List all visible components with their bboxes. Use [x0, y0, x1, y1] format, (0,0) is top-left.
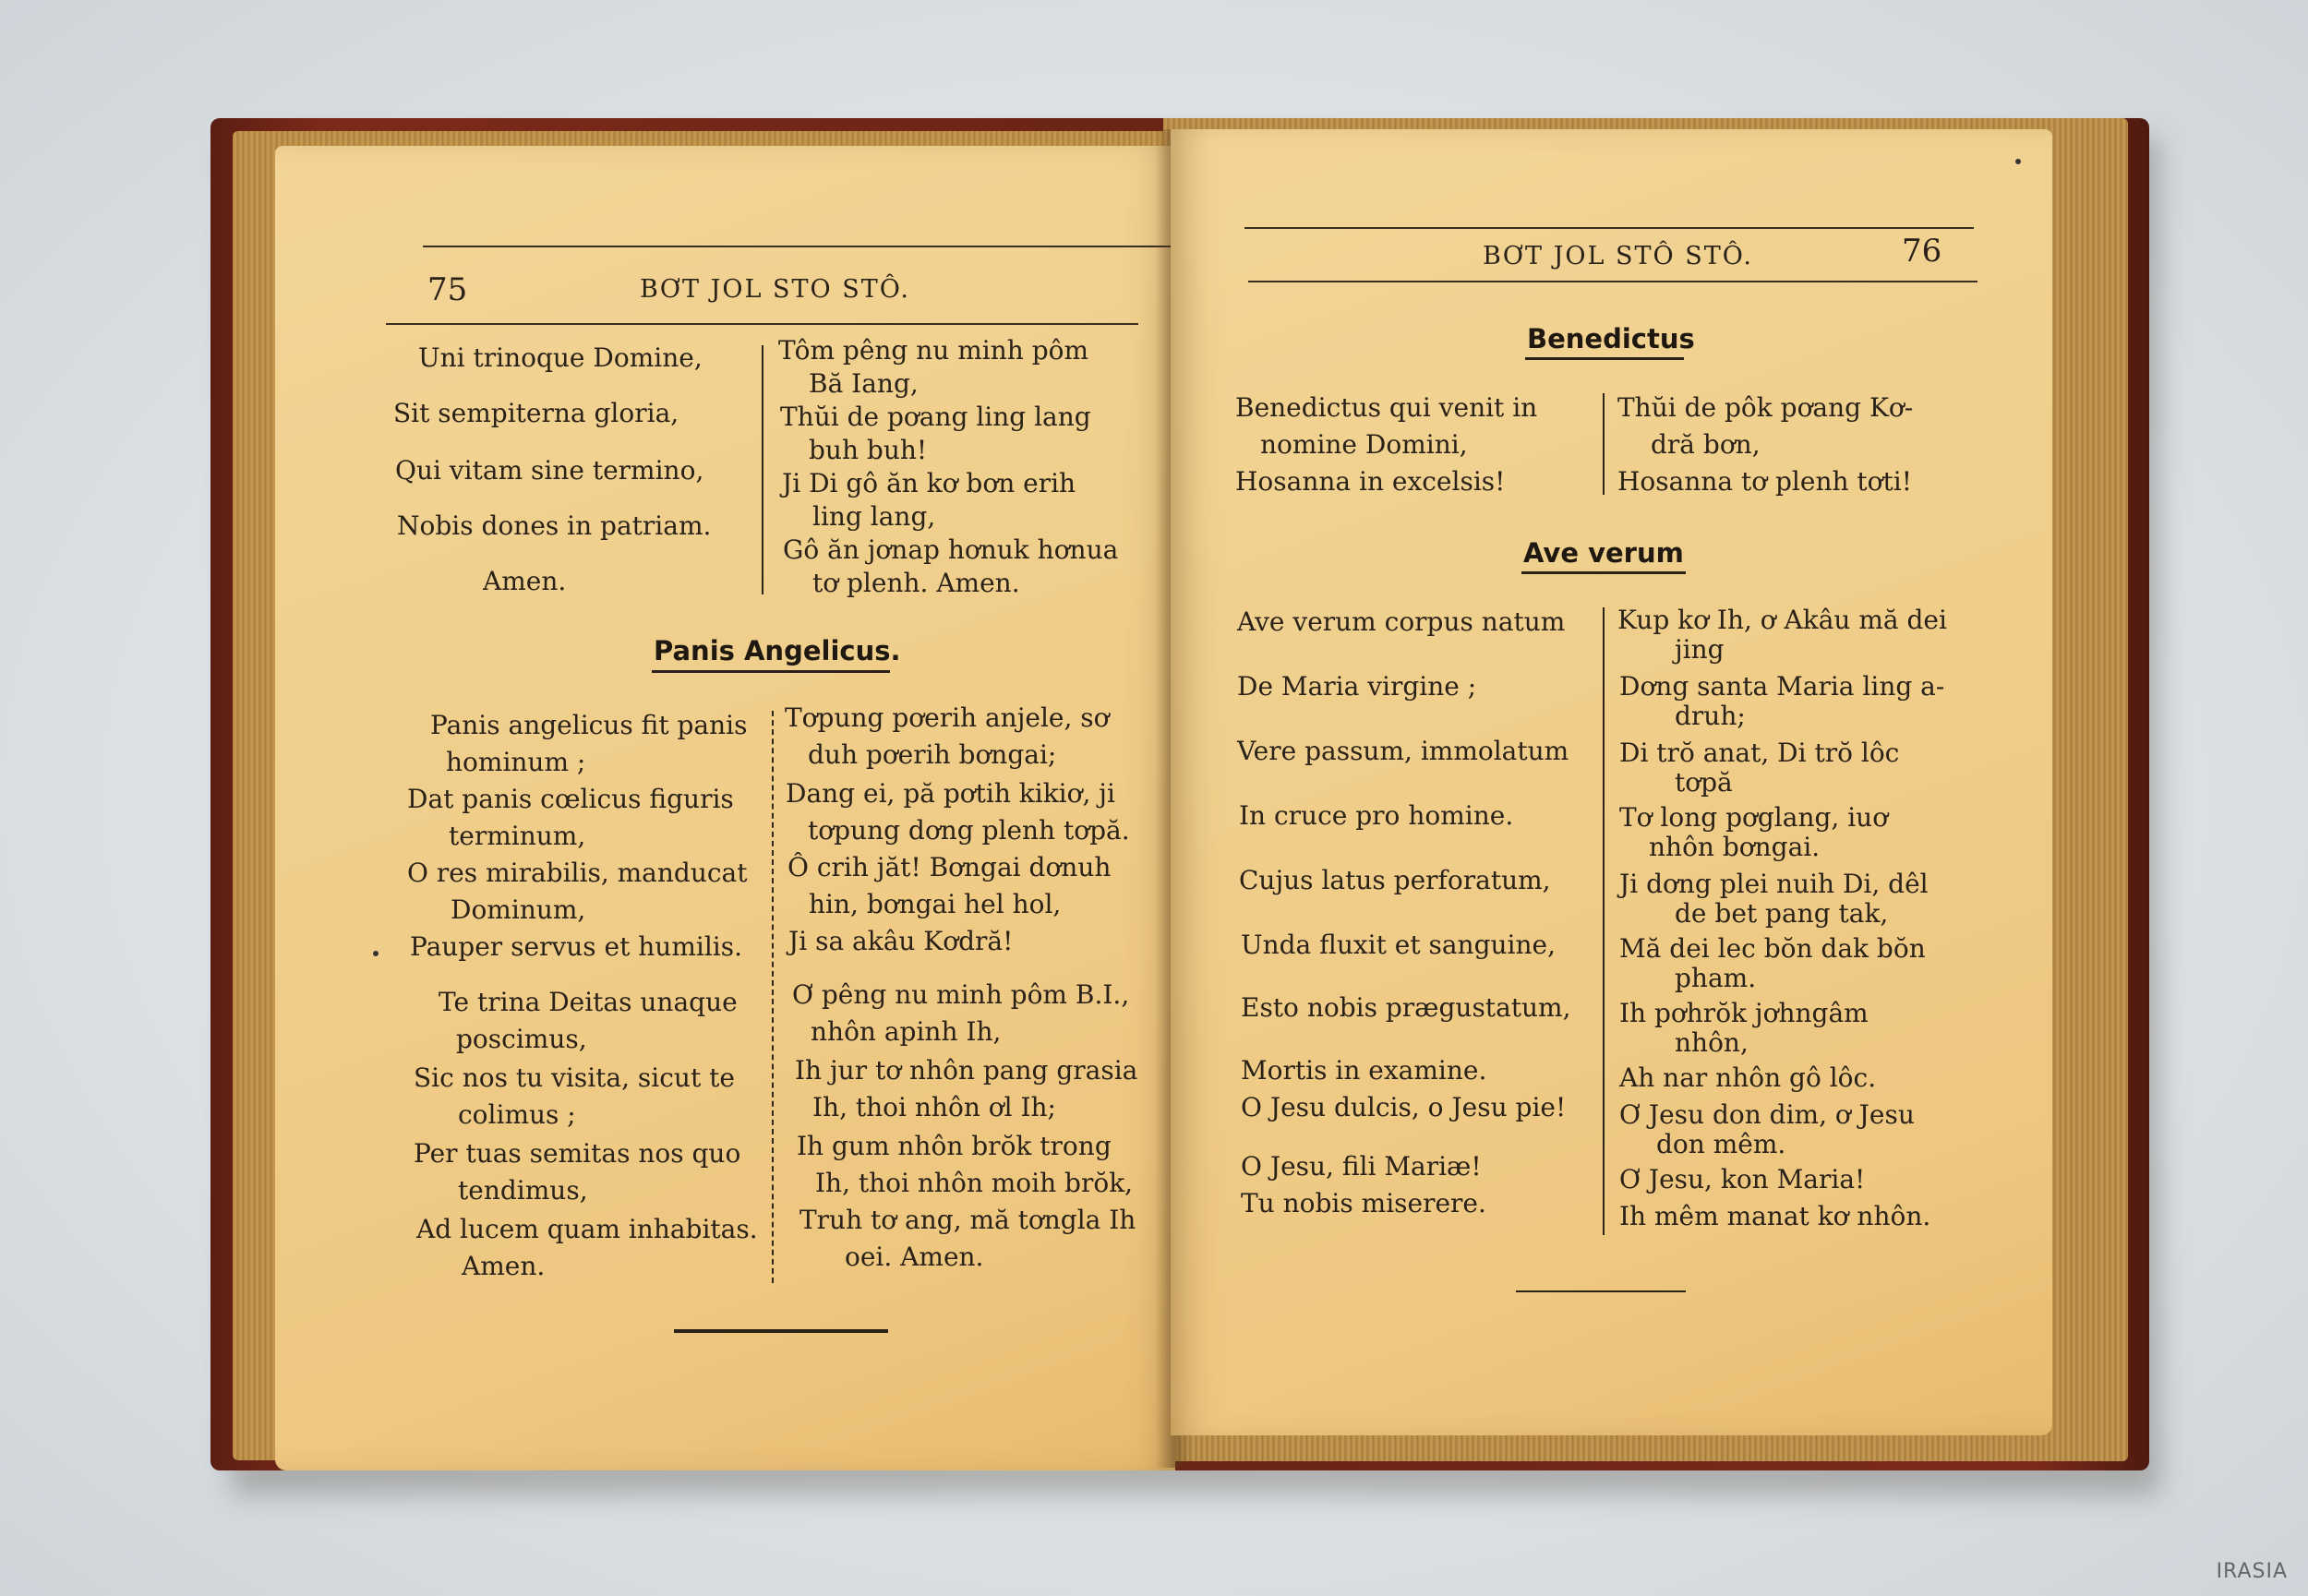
verse-line: Per tuas semitas nos quo	[414, 1138, 741, 1169]
verse-line: Mortis in examine.	[1241, 1055, 1487, 1086]
verse-line: Te trina Deitas unaque	[439, 987, 738, 1017]
hymn-title: Ave verum	[1523, 537, 1684, 569]
verse-line: Hosanna in excelsis!	[1235, 466, 1506, 497]
verse-line: nhôn bơngai.	[1649, 832, 1821, 862]
verse-line: Cujus latus perforatum,	[1239, 865, 1551, 895]
header-top-rule	[423, 246, 1175, 247]
verse-line: Ơ pêng nu minh pôm B.I.,	[792, 979, 1130, 1010]
verse-line: Panis angelicus fit panis	[430, 710, 748, 740]
verse-line: Sit sempiterna gloria,	[393, 398, 679, 428]
running-head: BƠT JOL STÔ STÔ.	[1483, 242, 1753, 270]
verse-line: Bă Iang,	[809, 368, 919, 399]
title-underline	[1521, 571, 1686, 574]
verse-line: Dang ei, pă pơtih kikiơ, ji	[786, 778, 1115, 809]
column-divider	[772, 711, 774, 1283]
verse-line: terminum,	[449, 821, 586, 851]
verse-line: Mă dei lec bŏn dak bŏn	[1619, 933, 1926, 964]
header-bottom-rule	[386, 323, 1138, 325]
verse-line: dră bơn,	[1651, 429, 1761, 460]
ink-speck	[2015, 159, 2021, 164]
verse-line: ling lang,	[812, 501, 936, 532]
verse-line: Ơ Jesu don dim, ơ Jesu	[1619, 1099, 1915, 1130]
verse-line: Gô ăn jơnap hơnuk hơnua	[783, 534, 1119, 565]
verse-line: Tơ long pơglang, iuơ	[1619, 802, 1889, 833]
verse-line: nomine Domini,	[1260, 429, 1468, 460]
verse-line: de bet pang tak,	[1675, 898, 1889, 929]
ink-speck	[373, 951, 379, 956]
verse-line: buh buh!	[809, 435, 928, 465]
verse-line: Di trŏ anat, Di trŏ lôc	[1619, 738, 1900, 768]
verse-line: tơpă	[1675, 767, 1733, 798]
verse-line: tơpung dơng plenh tơpă.	[808, 815, 1130, 846]
verse-line: Amen.	[462, 1251, 546, 1281]
hymn-title: Panis Angelicus.	[654, 635, 901, 666]
verse-line: hin, bơngai hel hol,	[809, 889, 1062, 919]
verse-line: Tơpung pơerih anjele, sơ	[785, 702, 1110, 733]
verse-line: Truh tơ ang, mă tơngla Ih	[799, 1205, 1136, 1235]
page-number: 76	[1902, 233, 1942, 270]
verse-line: Dominum,	[451, 894, 586, 925]
verse-line: Hosanna tơ plenh tơti!	[1617, 466, 1912, 497]
verse-line: Nobis dones in patriam.	[397, 510, 712, 541]
verse-line: don mêm.	[1656, 1129, 1786, 1159]
running-head: BƠT JOL STO STÔ.	[640, 275, 910, 304]
verse-line: Uni trinoque Domine,	[418, 342, 703, 373]
verse-line: nhôn,	[1675, 1027, 1749, 1058]
verse-line: colimus ;	[458, 1099, 576, 1130]
verse-line: Dơng santa Maria ling a-	[1619, 671, 1945, 702]
verse-line: Ih, thoi nhôn ơl Ih;	[812, 1092, 1056, 1122]
verse-line: jing	[1675, 634, 1725, 665]
verse-line: Ih, thoi nhôn moih brŏk,	[815, 1168, 1134, 1198]
verse-line: Kup kơ Ih, ơ Akâu mă dei	[1617, 605, 1947, 635]
verse-line: Amen.	[483, 566, 567, 596]
end-rule	[674, 1329, 888, 1333]
verse-line: Ji dơng plei nuih Di, dêl	[1619, 869, 1929, 899]
verse-line: Tôm pêng nu minh pôm	[778, 335, 1089, 366]
verse-line: O Jesu dulcis, o Jesu pie!	[1241, 1092, 1567, 1122]
verse-line: druh;	[1675, 701, 1746, 731]
verse-line: In cruce pro homine.	[1239, 800, 1514, 831]
verse-line: Ih mêm manat kơ nhôn.	[1619, 1201, 1931, 1231]
verse-line: Benedictus qui venit in	[1235, 392, 1538, 423]
verse-line: Sic nos tu visita, sicut te	[414, 1062, 735, 1093]
verse-line: Ji sa akâu Kơdră!	[788, 926, 1014, 956]
verse-line: tendimus,	[458, 1175, 588, 1206]
header-bottom-rule	[1248, 281, 1977, 282]
left-page	[275, 146, 1175, 1470]
verse-line: nhôn apinh Ih,	[811, 1016, 1002, 1047]
column-divider	[762, 345, 763, 594]
verse-line: De Maria virgine ;	[1237, 671, 1477, 702]
verse-line: Ô crih jăt! Bơngai dơnuh	[787, 852, 1112, 882]
right-page	[1171, 129, 2052, 1435]
column-divider	[1603, 607, 1605, 1235]
verse-line: Ji Di gô ăn kơ bơn erih	[782, 468, 1076, 498]
verse-line: poscimus,	[456, 1024, 587, 1054]
page-number: 75	[427, 271, 468, 308]
verse-line: Esto nobis prægustatum,	[1241, 992, 1571, 1023]
verse-line: Ih gum nhôn brŏk trong	[797, 1131, 1112, 1161]
verse-line: Ad lucem quam inhabitas.	[416, 1214, 758, 1244]
verse-line: pham.	[1675, 963, 1757, 993]
verse-line: Vere passum, immolatum	[1237, 736, 1569, 766]
verse-line: Unda fluxit et sanguine,	[1241, 930, 1556, 960]
verse-line: hominum ;	[446, 747, 586, 777]
verse-line: Ave verum corpus natum	[1237, 606, 1566, 637]
verse-line: Ih pơhrŏk jơhngâm	[1619, 998, 1869, 1028]
verse-line: Thŭi de pơang ling lang	[780, 402, 1091, 432]
verse-line: O Jesu, fili Mariæ!	[1241, 1151, 1482, 1182]
hymn-title: Benedictus	[1527, 323, 1695, 354]
verse-line: Ơ Jesu, kon Maria!	[1619, 1164, 1866, 1194]
verse-line: Thŭi de pôk pơang Kơ-	[1617, 392, 1914, 423]
watermark: IRASIA	[2216, 1560, 2288, 1583]
header-top-rule	[1244, 227, 1974, 229]
title-underline	[1525, 357, 1684, 360]
verse-line: oei. Amen.	[845, 1242, 984, 1272]
verse-line: tơ plenh. Amen.	[812, 568, 1020, 598]
verse-line: Qui vitam sine termino,	[395, 455, 704, 486]
end-rule	[1516, 1290, 1686, 1292]
verse-line: Ah nar nhôn gô lôc.	[1619, 1062, 1877, 1093]
verse-line: O res mirabilis, manducat	[407, 858, 748, 888]
verse-line: Ih jur tơ nhôn pang grasia	[795, 1055, 1138, 1086]
title-underline	[652, 670, 890, 673]
verse-line: Tu nobis miserere.	[1241, 1188, 1486, 1218]
verse-line: duh pơerih bơngai;	[808, 739, 1057, 770]
verse-line: Pauper servus et humilis.	[410, 931, 743, 962]
verse-line: Dat panis cœlicus figuris	[407, 784, 734, 814]
column-divider	[1603, 393, 1605, 495]
